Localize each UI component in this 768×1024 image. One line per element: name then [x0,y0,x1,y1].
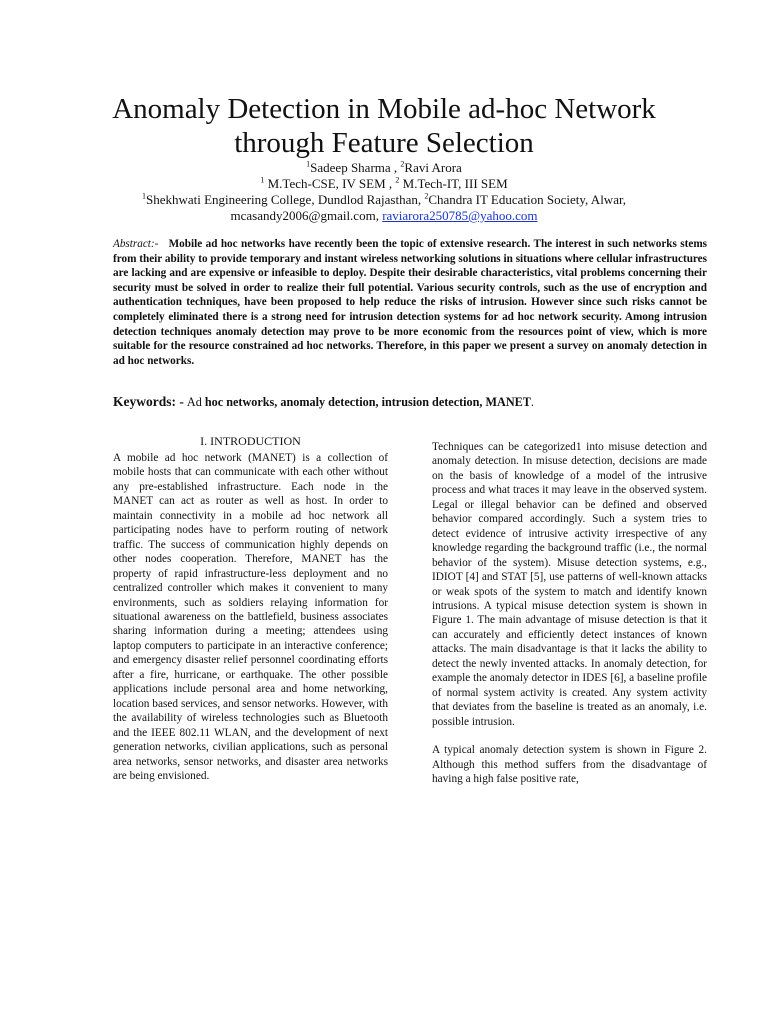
author-affiliations: $^1$Shekhwati Engineering College, Dundlod Rajasthan, $^2$Chandra IT Education Society, Alwar, [141,191,627,207]
paper-title [60,92,708,160]
author-degrees: $^1$ M.Tech-CSE, IV SEM , $^2$ M.Tech-IT, III SEM [260,175,508,191]
email-2-link[interactable]: raviarora250785@yahoo.com [382,208,538,223]
right-paragraph-1: Techniques can be categorized1 into misuse detection and anomaly detection. In misuse detection, decisions are made on the basis of knowledge of a model of the intrusive process and what traces it may leave in the observed system. Legal or illegal behavior can be defined and observed behavior compared accordingly. Such a system tries to detect evidence of intrusive activity irrespective of any knowledge regarding the background traffic (i.e., the normal behavior of the system). Misuse detection systems, e.g., IDIOT [4] and STAT [5], use patterns of well-known attacks or weak spots of the system to match and identify known intrusions. A typical misuse detection system is shown in Figure 1. The main advantage of misuse detection is that it can accurately and efficiently detect instances of known attacks. The main disadvantage is that it lacks the ability to detect the newly invented attacks. In anomaly detection, for example the anomaly detector in IDES [6], a baseline profile of normal system activity is created. Any system activity that deviates from the baseline is treated as an anomaly, i.e. possible intrusion. [432,441,707,728]
keywords: Keywords: - Ad hoc networks, anomaly detection, intrusion detection, MANET. [113,394,534,409]
title-line-2: through Feature Selection [234,127,534,159]
right-column [432,440,707,786]
left-column [113,434,388,783]
abstract [113,237,707,368]
title-line-1: Anomaly Detection in Mobile ad-hoc Network [112,93,656,125]
abstract-text: Mobile ad hoc networks have recently been the topic of extensive research. The interest in such networks stems from their ability to provide temporary and instant wireless networking solutions in situations where cellular infrastructures are lacking and are expensive or infeasible to deploy. Despite their desirable characteristics, vital problems concerning their security must be solved in order to realize their full potential. Various security controls, such as the use of encryption and authentication techniques, have been proposed to help reduce the risks of intrusion. However since such risks cannot be completely eliminated there is a strong need for intrusion detection systems for ad hoc network security. Among intrusion detection techniques anomaly detection may prove to be more economic from the resources point of view, which is more suitable for the resource constrained ad hoc networks. Therefore, in this paper we present a survey on anomaly detection in ad hoc networks. [113,238,707,367]
author-names: $^1$Sadeep Sharma , $^2$Ravi Arora [306,159,462,175]
email-1: mcasandy2006@gmail.com, [230,208,379,223]
author-1: Sadeep Sharma , [310,160,398,175]
right-paragraph-2: A typical anomaly detection system is shown in Figure 2. Although this method suffers from the disadvantage of having a high false positive rate, [432,744,707,785]
keywords-text: hoc networks, anomaly detection, intrusion detection, MANET [204,395,531,409]
intro-paragraph-1: A mobile ad hoc network (MANET) is a collection of mobile hosts that can communicate with each other without any pre-established infrastructure. Each node in the MANET can act as router as well as host. In order to maintain connectivity in a mobile ad hoc network all participating nodes have to perform routing of network traffic. The success of communication highly depends on other nodes cooperation. Therefore, MANET has the property of rapid infrastructure-less deployment and no centralized controller which makes it convenient to many environments, such as soldiers relaying information for situational awareness on the battlefield, business associates sharing information during a meeting; attendees using laptop computers to participate in an interactive conference; and emergency disaster relief personnel coordinating efforts after a fire, hurricane, or earthquake. The other possible applications include personal area and home networking, location based services, and sensor networks. However, with the availability of wireless technologies such as Bluetooth and the IEEE 802.11 WLAN, and the development of next generation networks, civilian applications, such as personal area networks, sensor networks, and disaster area networks are being envisioned. [113,452,388,782]
abstract-label: Abstract:- [113,238,159,250]
keywords-label: Keywords: - [113,394,184,409]
author-2: Ravi Arora [404,160,462,175]
author-block [60,160,708,224]
author-emails [60,208,708,224]
section-heading-introduction: I. INTRODUCTION [200,434,301,448]
